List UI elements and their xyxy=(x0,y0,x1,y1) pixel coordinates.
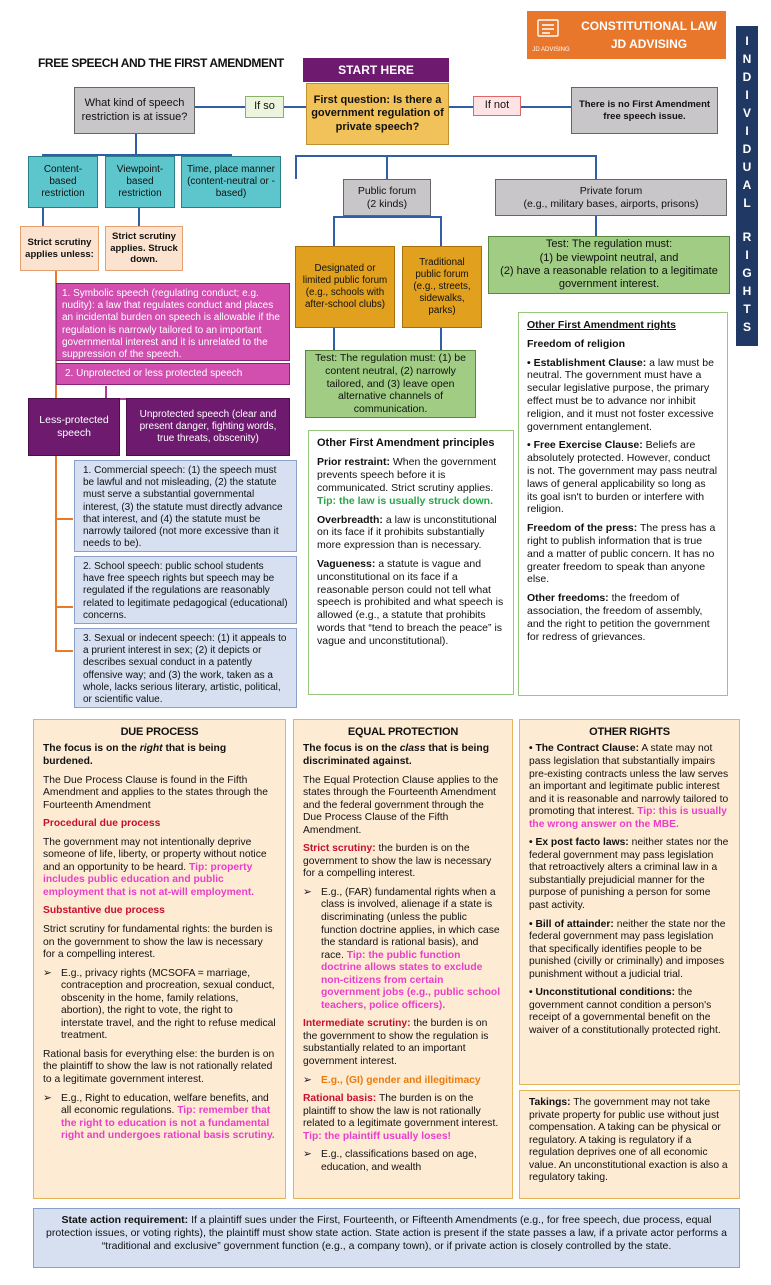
state-action-panel xyxy=(33,1208,740,1268)
arrow-icon: ➢ xyxy=(303,1149,312,1161)
unprotected-speech-text: Unprotected speech (clear and present danger, fighting words, true threats, obscenity) xyxy=(139,408,277,445)
less-protected-text: Less-protected speech xyxy=(39,414,109,439)
ss-unless-box xyxy=(20,226,99,271)
prior-restraint: Prior restraint: When the government prevents speech before it is communicated. Strict scrutiny applies. Tip: the law is usually struck down. xyxy=(317,456,497,507)
dp-privacy-item: ➢ E.g., privacy rights (MCSOFA = marriage, contraception and procreation, sexual conduct, obscenity in the home, family relations, abortion), the right to vote, the right to interstate travel, and the right to refuse medical treatment. xyxy=(43,967,276,1042)
ss-struck-box xyxy=(105,226,183,271)
side-letter: I xyxy=(745,124,749,138)
connector xyxy=(55,606,73,608)
side-letter: I xyxy=(745,88,749,102)
side-letter: U xyxy=(742,160,752,174)
other-rights-title: OTHER RIGHTS xyxy=(589,726,670,738)
ex-post-facto: • Ex post facto laws: neither states nor the federal government may pass legislation that retroactively alters a criminal law in a substantially prejudicial manner for the purpose of punishing a person for some past activity. xyxy=(529,837,729,911)
ss-unless-text: Strict scrutiny applies unless: xyxy=(25,236,94,260)
equal-protection-panel xyxy=(293,719,513,1199)
no-fa-text: There is no First Amendment free speech issue. xyxy=(578,98,711,122)
connector xyxy=(195,106,245,108)
other-freedoms: Other freedoms: the freedom of association, the freedom of assembly, and the right to petition the government for redress of grievances. xyxy=(527,592,710,643)
traditional-forum-text: Traditional public forum (e.g., streets, sidewalks, parks) xyxy=(413,257,471,316)
viewpoint-based-box xyxy=(105,156,175,208)
connector xyxy=(386,155,388,179)
arrow-icon: ➢ xyxy=(43,967,52,979)
arrow-icon: ➢ xyxy=(303,1074,312,1086)
unconstitutional-conditions: • Unconstitutional conditions: the government cannot condition a person's receipt of a governmental benefit on the waiver of a constitutionally protected right. xyxy=(529,987,721,1036)
side-letter: D xyxy=(742,142,752,156)
bill-of-attainder: • Bill of attainder: neither the state nor the federal government may pass legislation that specifically identifies people to be punished (civilly or criminally) and imposes punishment without a judicial trial. xyxy=(529,918,726,980)
side-letter: H xyxy=(742,284,752,298)
side-letter: A xyxy=(742,178,752,192)
connector xyxy=(105,386,107,398)
ep-strict: Strict scrutiny: the burden is on the government to show the law is necessary for a compelling interest. xyxy=(303,843,492,880)
kind-question-text: What kind of speech restriction is at issue? xyxy=(81,97,188,123)
commercial-speech-box xyxy=(74,460,297,552)
unprotected-speech-box xyxy=(126,398,290,456)
viewpoint-based-text: Viewpoint-based restriction xyxy=(116,163,164,200)
designated-forum-text: Designated or limited public forum (e.g., schools with after-school clubs) xyxy=(302,263,388,310)
due-process-panel xyxy=(33,719,286,1199)
school-speech-box xyxy=(74,556,297,624)
takings-text: Takings: The government may not take private property for public use without just compensation. A taking can be physical or regulatory. A taking is regulatory if a regulation deprives one of all economic value. An unconstitutional exaction is also a regulatory taking. xyxy=(529,1097,728,1184)
ss-struck-text: Strict scrutiny applies. Struck down. xyxy=(110,231,178,266)
private-test-b: (1) be viewpoint neutral, and xyxy=(539,251,679,264)
public-test-box xyxy=(305,350,476,418)
public-forum-title: Public forum xyxy=(357,184,417,197)
content-based-text: Content-based restriction xyxy=(41,163,85,200)
private-forum-box xyxy=(495,179,727,216)
ep-focus: The focus is on the class that is being discriminated against. xyxy=(303,743,489,767)
tpm-box xyxy=(181,156,281,208)
principles-title: Other First Amendment principles xyxy=(317,437,495,449)
public-test-text: Test: The regulation must: (1) be content neutral, (2) narrowly tailored, and (3) leave open alternative channels of communication. xyxy=(315,352,466,416)
side-letter: N xyxy=(742,52,752,66)
connector xyxy=(595,216,597,236)
private-test-box xyxy=(488,236,730,294)
side-label xyxy=(736,26,758,346)
private-test-c: (2) have a reasonable relation to a legitimate government interest. xyxy=(500,265,718,291)
dp-procedural-heading: Procedural due process xyxy=(43,818,161,830)
connector xyxy=(138,208,140,226)
ep-intermediate: Intermediate scrutiny: the burden is on the government to show the regulation is substantially related to an important government interest. xyxy=(303,1018,489,1067)
designated-forum-box xyxy=(295,246,395,328)
ep-intro: The Equal Protection Clause applies to the states through the Fourteenth Amendment and the federal government through the Due Process Clause of the Fifth Amendment. xyxy=(303,774,499,836)
connector xyxy=(295,155,297,179)
scale-icon xyxy=(535,17,561,41)
sexual-speech-text: 3. Sexual or indecent speech: (1) it appeals to a prurient interest in sex; (2) it depicts or describes sexual conduct in a patently offensive way; and (3) the work, taken as a whole, lacks serious literary, artistic, political, or scientific value. xyxy=(83,633,287,705)
content-based-box xyxy=(28,156,98,208)
connector xyxy=(295,155,595,157)
page-title: FREE SPEECH AND THE FIRST AMENDMENT xyxy=(38,56,284,70)
brand-subtitle: JD ADVISING xyxy=(610,37,688,51)
connector xyxy=(333,216,335,246)
connector xyxy=(440,328,442,350)
side-letter: I xyxy=(745,248,749,262)
connector xyxy=(521,106,571,108)
no-fa-box xyxy=(571,87,718,134)
private-forum-sub: (e.g., military bases, airports, prisons) xyxy=(523,197,699,210)
side-letter: L xyxy=(743,196,751,210)
connector xyxy=(55,518,73,520)
private-test-a: Test: The regulation must: xyxy=(545,238,673,251)
if-not-label xyxy=(473,96,521,116)
takings-panel xyxy=(519,1090,740,1199)
dp-substantive-heading: Substantive due process xyxy=(43,905,165,917)
sexual-speech-box xyxy=(74,628,297,708)
ep-far-item: ➢ E.g., (FAR) fundamental rights when a class is involved, alienage if a state is discriminating (unless the public function doctrine applies, in which case the standard is rational basis), and race. Tip: the public function doctrine allows states to exclude non-citizens from certain government jobs (e.g., public school teachers, police officers). xyxy=(303,886,501,1011)
ep-gi-item: ➢ E.g., (GI) gender and illegitimacy xyxy=(303,1074,481,1086)
dp-intro: The Due Process Clause is found in the Fifth Amendment and applies to the states through the Fourteenth Amendment xyxy=(43,774,268,811)
tpm-text: Time, place manner (content-neutral or -based) xyxy=(187,163,275,200)
other-fa-panel xyxy=(518,312,728,696)
public-forum-box xyxy=(343,179,431,216)
connector xyxy=(595,155,597,179)
connector xyxy=(284,106,306,108)
establishment-clause: • Establishment Clause: a law must be neutral. The government must have a secular legislative purpose, the primary effect must be to advance nor inhibit religion, and it must not foster excessive government entanglement. xyxy=(527,356,714,433)
brand-title: CONSTITUTIONAL LAW xyxy=(581,19,717,33)
first-question-text: First question: Is there a government regulation of private speech? xyxy=(311,93,444,133)
state-action-heading: State action requirement: xyxy=(61,1214,189,1226)
arrow-icon: ➢ xyxy=(43,1092,52,1104)
connector xyxy=(135,134,137,154)
connector xyxy=(42,208,44,226)
side-letter: D xyxy=(742,70,752,84)
public-forum-sub: (2 kinds) xyxy=(366,197,408,210)
less-protected-box xyxy=(28,398,120,456)
side-letter: V xyxy=(742,106,751,120)
connector xyxy=(449,106,473,108)
private-forum-title: Private forum xyxy=(579,184,643,197)
other-fa-title: Other First Amendment rights xyxy=(527,319,676,331)
side-letter: I xyxy=(745,34,749,48)
dp-education-item: ➢ E.g., Right to education, welfare benefits, and all economic regulations. Tip: remember that the right to education is not a fundamental right and undergoes rational basis scrutiny. xyxy=(43,1092,275,1142)
principles-panel xyxy=(308,430,514,695)
if-not-text: If not xyxy=(484,99,510,112)
side-letter xyxy=(736,214,758,230)
kind-question-box xyxy=(74,87,195,134)
equal-protection-title: EQUAL PROTECTION xyxy=(347,726,459,738)
unprotected-label-text: 2. Unprotected or less protected speech xyxy=(65,368,243,379)
overbreadth: Overbreadth: a law is unconstitutional on its face if it prohibits substantially more expression than is necessary. xyxy=(317,513,497,552)
connector xyxy=(55,650,73,652)
dp-strict: Strict scrutiny for fundamental rights: the burden is on the government to show the law is necessary for a compelling interest. xyxy=(43,923,273,961)
freedom-of-press: Freedom of the press: The press has a right to publish information that is true and a matter of public concern. It has no greater freedom to speak than anyone else. xyxy=(527,522,716,586)
brand-banner xyxy=(527,11,726,59)
school-speech-text: 2. School speech: public school students have free speech rights but speech may be regulated if the regulations are reasonably related to legitimate pedagogical (educational) concerns. xyxy=(83,561,288,621)
connector xyxy=(333,216,441,218)
if-so-text: If so xyxy=(254,100,275,113)
start-here-label: START HERE xyxy=(338,62,414,77)
due-process-title: DUE PROCESS xyxy=(120,726,199,738)
traditional-forum-box xyxy=(402,246,482,328)
symbolic-speech-text: 1. Symbolic speech (regulating conduct; e.g. nudity): a law that regulates conduct and places an incidental burden on speech is allowable if the regulation is narrowly tailored to an important governmental interest and it is unrelated to the suppression of the speech. xyxy=(62,288,280,360)
connector xyxy=(333,328,335,350)
side-letter: T xyxy=(743,302,751,316)
if-so-label xyxy=(245,96,284,118)
dp-procedural: The government may not intentionally deprive someone of life, liberty, or property without notice and an opportunity to be heard. Tip: property includes public education and public employment that is not at-will employment. xyxy=(43,836,267,898)
religion-heading: Freedom of religion xyxy=(527,337,626,350)
brand-small-text: JD ADVISING xyxy=(532,47,570,53)
ep-class-item: ➢ E.g., classifications based on age, education, and wealth xyxy=(303,1149,477,1173)
side-label-letters xyxy=(736,34,758,338)
side-letter: R xyxy=(742,230,752,244)
dp-focus: The focus is on the right that is being burdened. xyxy=(43,743,227,767)
ep-rational: Rational basis: The burden is on the plaintiff to show the law is not rationally related to a legitimate government interest. Tip: the plaintiff usually loses! xyxy=(303,1093,499,1142)
other-rights-panel xyxy=(519,719,740,1085)
arrow-icon: ➢ xyxy=(303,886,312,898)
free-exercise-clause: • Free Exercise Clause: Beliefs are absolutely protected. However, conduct is not. The government may pass neutral laws of general applicability so long as its goal isn't to burden or interfere with religion. xyxy=(527,439,718,516)
side-letter: G xyxy=(742,266,752,280)
side-letter: S xyxy=(742,320,751,334)
state-action-text: If a plaintiff sues under the First, Fourteenth, or Fifteenth Amendments (e.g., for free speech, due process, equal protection issues, or voting rights), the plaintiff must show state action. State action is present if the state passes a law, if a private actor performs a “traditional and exclusive” government function (e.g., a company town), or if private action is closely controlled by the state. xyxy=(46,1214,727,1252)
vagueness: Vagueness: a statute is vague and unconstitutional on its face if a reasonable person could not tell what speech is prohibited and what speech is allowed (e.g., a statute that prohibits words that “tend to breach the peace” is vague and unconstitutional). xyxy=(317,557,504,647)
first-question-box xyxy=(306,83,449,145)
unprotected-label-box xyxy=(56,363,290,385)
start-here-box xyxy=(303,58,449,82)
contract-clause: • The Contract Clause: A state may not pass legislation that substantially impairs pre-existing contracts unless the law serves an important and legitimate public interest and it is reasonable and narrowly tailored to promoting that interest. Tip: this is usually the wrong answer on the MBE. xyxy=(529,743,729,830)
symbolic-speech-box xyxy=(56,283,290,361)
dp-rational: Rational basis for everything else: the burden is on the plaintiff to show the law is not rationally related to a legitimate government interest. xyxy=(43,1048,275,1085)
commercial-speech-text: 1. Commercial speech: (1) the speech must be lawful and not misleading, (2) the statute must serve a substantial governmental interest, (3) the statute must directly advance that interest, and (4) the statute must be narrowly tailored (not more excessive than it needs to be). xyxy=(83,465,283,550)
connector xyxy=(440,216,442,246)
